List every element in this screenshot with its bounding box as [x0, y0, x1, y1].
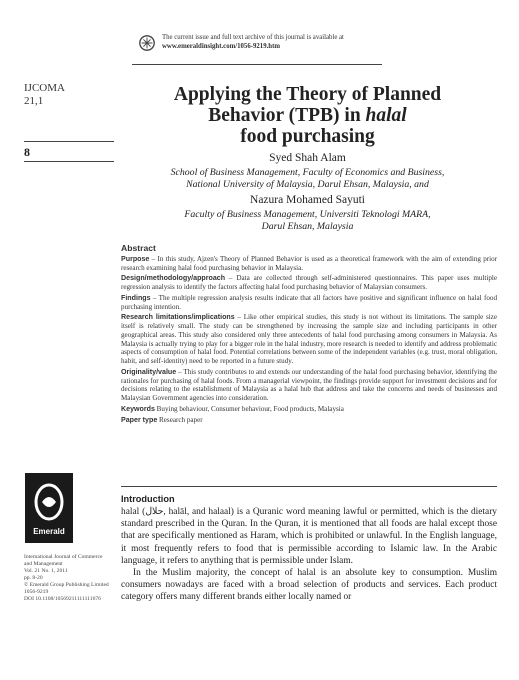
abstract-limitations — [121, 313, 497, 366]
findings-text: – The multiple regression analysis results indicate that all factors have positive and significant influence on halal food purchasing intention. — [121, 293, 497, 311]
design-label: Design/methodology/approach — [121, 274, 226, 283]
citation-line: International Journal of Commerce — [24, 554, 103, 560]
margin-rule-bottom — [24, 161, 114, 162]
limitations-label: Research limitations/implications — [121, 313, 235, 322]
findings-label: Findings — [121, 293, 151, 302]
paper-type-text: Research paper — [157, 415, 203, 424]
citation-line: 1056-9219 — [24, 589, 49, 595]
intro-paragraph-2: In the Muslim majority, the concept of halal is an absolute key to consumption. Muslim consumers nowadays are faced with a broad selection of products and services. Each product category offers many different brands either locally named or — [121, 568, 497, 603]
header-rule — [132, 64, 382, 65]
title-line2-italic: halal — [365, 105, 407, 126]
emerald-logo-name: Emerald — [33, 527, 65, 536]
abstract-heading: Abstract — [121, 243, 156, 253]
citation-line: pp. 8-20 — [24, 575, 43, 581]
originality-label: Originality/value — [121, 367, 177, 376]
purpose-text: – In this study, Ajzen's Theory of Planned Behavior is used as a theoretical framework with the aim of extending prior research examining halal food purchasing behavior in Malaysia. — [121, 254, 497, 272]
citation-line: DOI 10.1108/10569211111111676 — [24, 596, 101, 602]
abstract-originality — [121, 368, 497, 403]
margin-rule-top — [24, 141, 114, 142]
emerald-logo — [25, 473, 73, 543]
author-2-affiliation — [120, 209, 495, 233]
introduction-body — [121, 506, 497, 604]
keywords-label: Keywords — [121, 404, 155, 413]
journal-citation — [24, 554, 109, 603]
abstract-purpose — [121, 255, 497, 273]
archive-url[interactable]: www.emeraldinsight.com/1056-9219.htm — [162, 43, 280, 50]
journal-abbrev: IJCOMA — [24, 82, 65, 94]
abstract-keywords — [121, 405, 497, 414]
journal-info — [24, 82, 65, 108]
affiliation-line: School of Business Management, Faculty of Economics and Business, — [170, 167, 445, 178]
abstract — [121, 244, 497, 426]
journal-volume: 21,1 — [24, 95, 44, 107]
emerald-logo-mark-icon — [33, 482, 65, 522]
abstract-paper-type — [121, 416, 497, 425]
paper-title — [120, 84, 495, 147]
introduction-heading: Introduction — [121, 494, 175, 504]
archive-notice-line1: The current issue and full text archive of this journal is available at — [162, 34, 344, 41]
keywords-text: Buying behaviour, Consumer behaviour, Food products, Malaysia — [154, 404, 344, 413]
author-1: Syed Shah Alam — [269, 152, 346, 164]
title-line2-text: Behavior (TPB) in — [208, 105, 366, 126]
abstract-design — [121, 274, 497, 292]
design-text: – Data are collected through self-administered questionnaires. This paper uses multiple regression analysis to identify the factors affecting halal food purchasing behavior of Malaysian consumers. — [121, 274, 497, 291]
citation-line: and Management — [24, 561, 63, 567]
title-line1: Applying the Theory of Planned — [173, 84, 442, 105]
page-number: 8 — [24, 145, 30, 159]
abstract-rule — [121, 486, 497, 487]
title-line2 — [120, 105, 495, 126]
affiliation-line: National University of Malaysia, Darul Ehsan, Malaysia, and — [186, 179, 429, 190]
paper-type-label: Paper type — [121, 415, 158, 424]
limitations-text: – Like other empirical studies, this study is not without its limitations. The sample size itself is relatively small. The study can be strengthened by increasing the sample size and including participants in other geographical areas. This study also considered only three antecedents of halal food purchasing among consumers in Malaysia. As Malaysia is actually trying to play for a bigger role in the halal industry, more research is needed to identify and address problematic aspects of consumption of halal food. Potential correlations between some of the independent variables (e.g. trust, moral obligation, habit, and self-identity) need to be reported in a future study. — [121, 313, 497, 365]
author-2: Nazura Mohamed Sayuti — [250, 194, 365, 206]
archive-notice — [132, 30, 382, 60]
author-1-affiliation — [120, 167, 495, 191]
citation-line: Vol. 21 No. 1, 2011 — [24, 568, 68, 574]
purpose-label: Purpose — [121, 254, 150, 263]
citation-line: © Emerald Group Publishing Limited — [24, 582, 109, 588]
intro-paragraph-1: halal (حلال, halāl, and halaal) is a Quranic word meaning lawful or permitted, which is the dietary standard prescribed in the Quran. In the Quran, it is mentioned that all foods are halal except those that are specifically mentioned as Haram, which is prohibited or unlawful. In the English language, it most frequently refers to food that is permissible according to Islamic law. In the Arabic language, it refers to anything that is permissible under Islam. — [121, 507, 497, 566]
affiliation-line: Faculty of Business Management, Universiti Teknologi MARA, — [184, 209, 431, 220]
affiliation-line: Darul Ehsan, Malaysia — [261, 221, 354, 232]
abstract-findings — [121, 294, 497, 312]
title-line3: food purchasing — [240, 126, 375, 147]
emerald-access-icon — [138, 34, 156, 52]
originality-text: – This study contributes to and extends our understanding of the halal food purchasing behavior, identifying the rationales for purchasing of halal foods. From a managerial viewpoint, the findings provide support for investment decisions and for decisions relating to the establishment of Malaysia as a halal hub that address and take the concerns and needs of businesses and Malaysian Government agencies into consideration. — [121, 367, 497, 402]
